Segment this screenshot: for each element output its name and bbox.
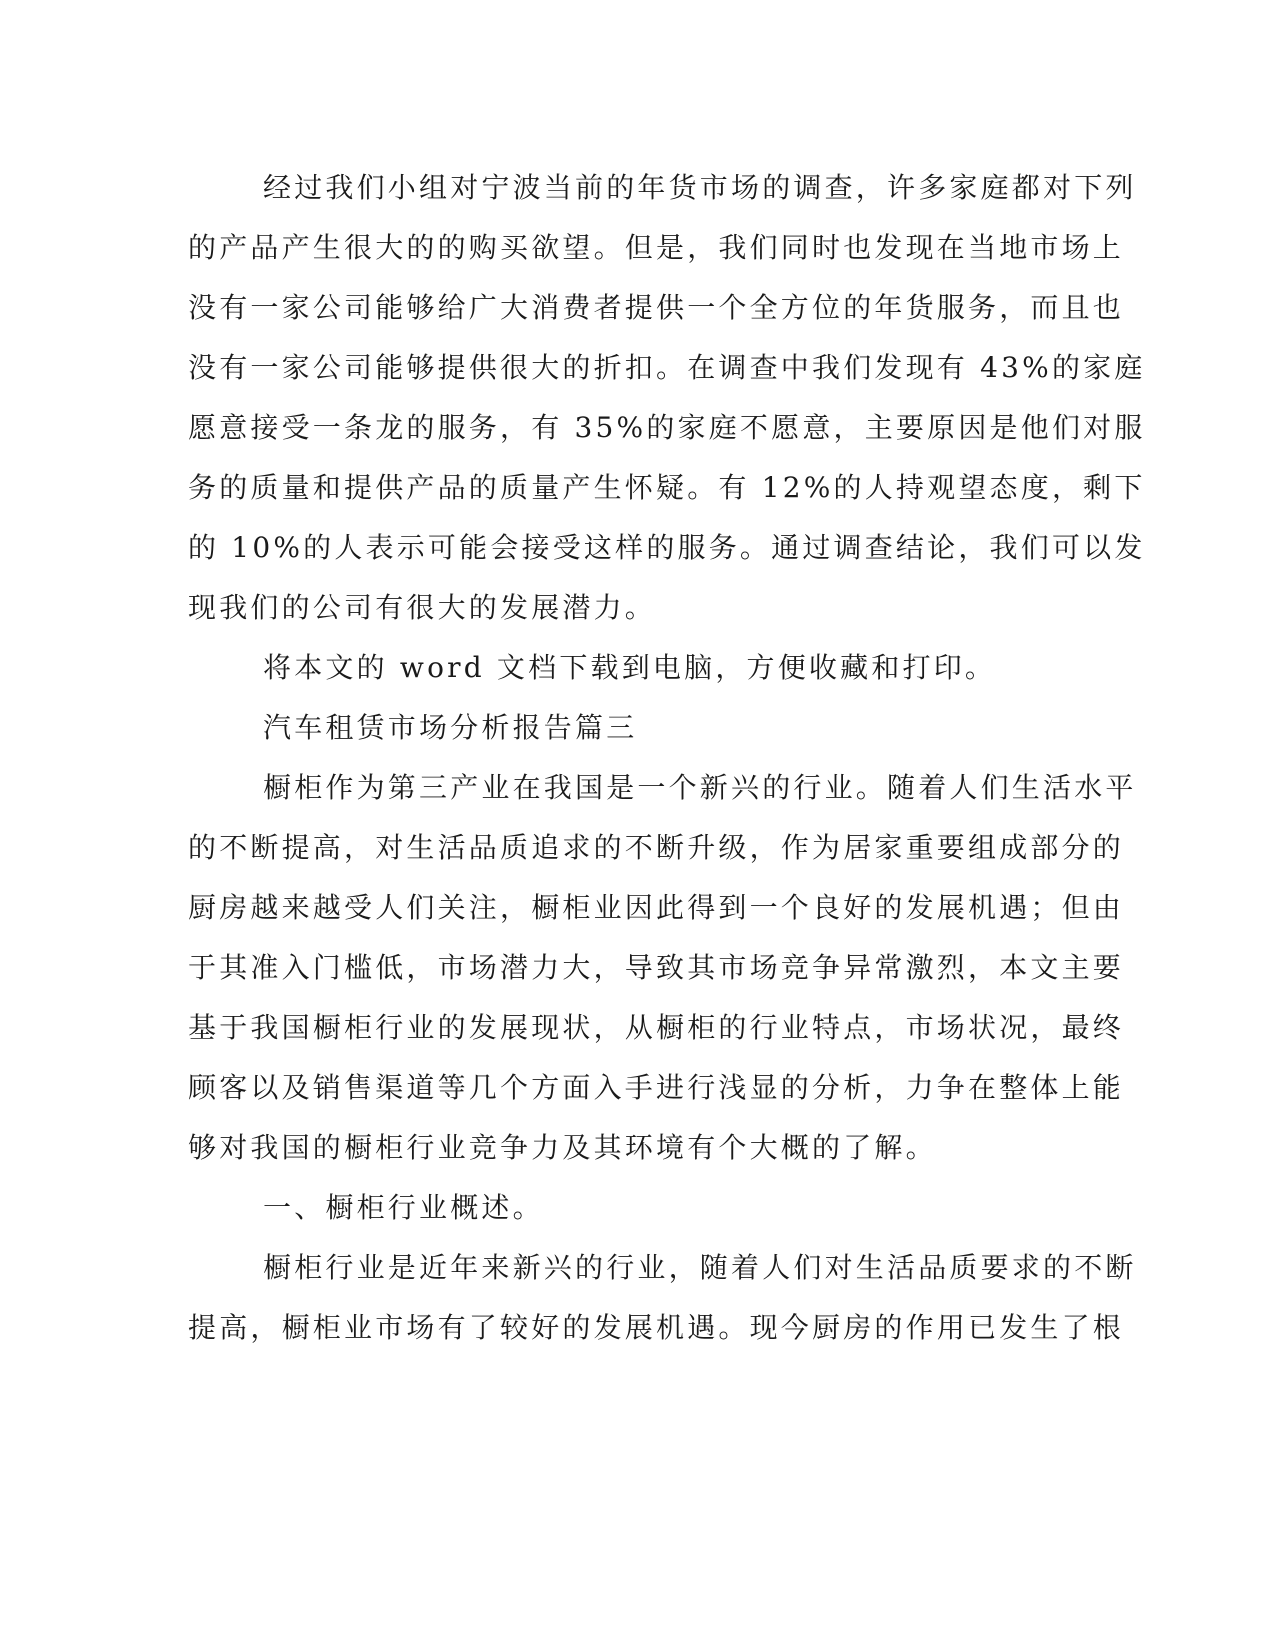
- text-line: 将本文的 word 文档下载到电脑，方便收藏和打印。: [263, 651, 997, 684]
- paragraph-overview: [188, 1238, 1137, 1358]
- text-line: 没有一家公司能够给广大消费者提供一个全方位的年货服务，而且也: [188, 291, 1125, 324]
- paragraph-download-note: [188, 638, 1068, 698]
- document-body: [188, 158, 1146, 1358]
- text-line: 的 10%的人表示可能会接受这样的服务。通过调查结论，我们可以发: [188, 531, 1146, 564]
- text-line: 基于我国橱柜行业的发展现状，从橱柜的行业特点，市场状况，最终: [188, 1011, 1125, 1044]
- text-line: 一、橱柜行业概述。: [263, 1191, 544, 1224]
- text-line: 够对我国的橱柜行业竞争力及其环境有个大概的了解。: [188, 1131, 937, 1164]
- text-line: 没有一家公司能够提供很大的折扣。在调查中我们发现有 43%的家庭: [188, 351, 1146, 384]
- paragraph-intro: [188, 758, 1137, 1178]
- subsection-heading: [188, 1178, 1068, 1238]
- paragraph-survey: [188, 158, 1146, 638]
- text-line: 的不断提高，对生活品质追求的不断升级，作为居家重要组成部分的: [188, 831, 1125, 864]
- text-line: 务的质量和提供产品的质量产生怀疑。有 12%的人持观望态度，剩下: [188, 471, 1146, 504]
- text-line: 的产品产生很大的的购买欲望。但是，我们同时也发现在当地市场上: [188, 231, 1125, 264]
- text-line: 顾客以及销售渠道等几个方面入手进行浅显的分析，力争在整体上能: [188, 1071, 1125, 1104]
- text-line: 橱柜行业是近年来新兴的行业，随着人们对生活品质要求的不断: [263, 1251, 1137, 1284]
- text-line: 橱柜作为第三产业在我国是一个新兴的行业。随着人们生活水平: [263, 771, 1137, 804]
- text-line: 愿意接受一条龙的服务，有 35%的家庭不愿意，主要原因是他们对服: [188, 411, 1146, 444]
- text-line: 厨房越来越受人们关注，橱柜业因此得到一个良好的发展机遇；但由: [188, 891, 1125, 924]
- text-line: 于其准入门槛低，市场潜力大，导致其市场竞争异常激烈，本文主要: [188, 951, 1125, 984]
- text-line: 汽车租赁市场分析报告篇三: [263, 711, 638, 744]
- section-heading: [188, 698, 1068, 758]
- text-line: 经过我们小组对宁波当前的年货市场的调查，许多家庭都对下列: [263, 171, 1137, 204]
- text-line: 现我们的公司有很大的发展潜力。: [188, 591, 657, 624]
- text-line: 提高，橱柜业市场有了较好的发展机遇。现今厨房的作用已发生了根: [188, 1311, 1125, 1344]
